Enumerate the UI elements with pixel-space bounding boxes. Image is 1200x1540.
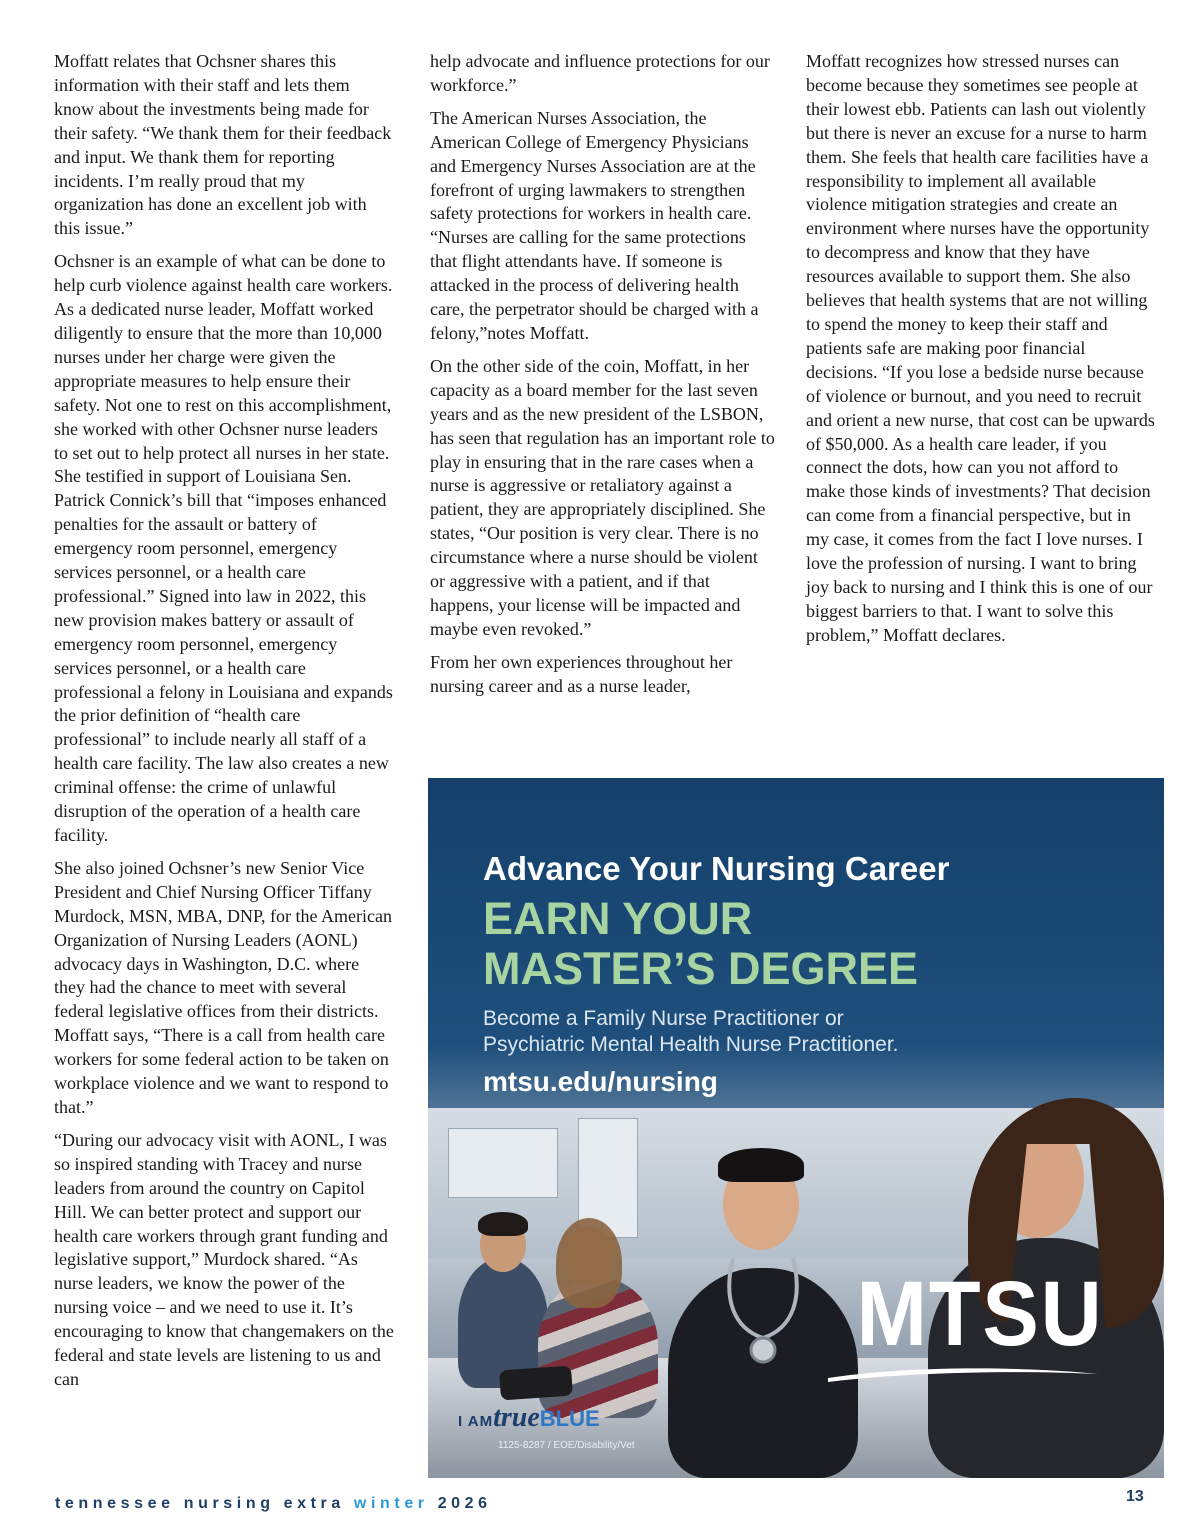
logo-swoosh-icon <box>828 1366 1098 1382</box>
mtsu-advertisement[interactable] <box>428 778 1164 1478</box>
ad-subheading <box>483 1006 1103 1058</box>
ad-earn-heading <box>483 894 1103 994</box>
page-number: 13 <box>1126 1488 1144 1505</box>
tagline-blue: BLUE <box>539 1406 600 1431</box>
publication-footer <box>55 1495 492 1513</box>
tagline-true: true <box>493 1402 540 1433</box>
stethoscope-icon <box>713 1258 813 1368</box>
student-hair <box>478 1212 528 1236</box>
footer-year: 2026 <box>437 1495 492 1512</box>
footer-season: winter <box>353 1495 429 1512</box>
article-column-2 <box>430 50 775 708</box>
ad-sub-line-2: Psychiatric Mental Health Nurse Practitioner. <box>483 1033 899 1056</box>
student-hair <box>718 1148 804 1182</box>
ad-fine-print: 1125-8287 / EOE/Disability/Vet <box>498 1440 635 1451</box>
paragraph: Moffatt relates that Ochsner shares this information with their staff and lets them know about the investments being made for their safety. “We thank them for their feedback and input. We thank them for reporting incidents. I’m really proud that my organization has done an excellent job with this issue.” <box>54 51 392 239</box>
i-am-true-blue-tagline <box>458 1402 600 1434</box>
paragraph: From her own experiences throughout her nursing career and as a nurse leader, <box>430 651 733 696</box>
phone-on-desk <box>499 1366 573 1401</box>
ad-url-link[interactable]: mtsu.edu/nursing <box>483 1066 718 1097</box>
paragraph: She also joined Ochsner’s new Senior Vice President and Chief Nursing Officer Tiffany Murdock, MSN, MBA, DNP, for the American Organization of Nursing Leaders (AONL) advocacy days in Washington, D.C. where they had the chance to meet with several federal legislative offices from their districts. Moffatt says, “There is a call from health care workers for some federal action to be taken on workplace violence and we want to respond to that.” <box>54 857 392 1117</box>
paragraph: Ochsner is an example of what can be done to help curb violence against health care workers. As a dedicated nurse leader, Moffatt worked diligently to ensure that the more than 10,000 nurses under her charge were given the appropriate measures to help ensure their safety. Not one to rest on this accomplishment, she worked with other Ochsner nurse leaders to set out to help protect all nurses in her state. She testified in support of Louisiana Sen. Patrick Connick’s bill that “imposes enhanced penalties for the assault or battery of emergency room personnel, emergency services personnel, or a health care professional.” Signed into law in 2022, this new provision makes battery or assault of emergency room personnel, emergency services personnel, or a health care professional a felony in Louisiana and expands the prior definition of “health care professional” to include nearly all staff of a health care facility. The law also creates a new criminal offense: the crime of unlawful disruption of the operation of a health care facility. <box>54 251 393 845</box>
tagline-pre: I AM <box>458 1413 494 1430</box>
lab-shelf <box>448 1128 558 1198</box>
article-column-1 <box>54 50 394 1401</box>
mtsu-logo: MTSU <box>856 1263 1104 1365</box>
paragraph: The American Nurses Association, the American College of Emergency Physicians and Emergency Nurses Association are at the forefront of urging lawmakers to strengthen safety protections for workers in health care. “Nurses are calling for the same protections that flight attendants have. If someone is attacked in the process of delivering health care, the perpetrator should be charged with a felony,”notes Moffatt. <box>430 107 759 343</box>
paragraph: help advocate and influence protections for our workforce.” <box>430 51 770 95</box>
ad-headline: Advance Your Nursing Career <box>483 850 950 887</box>
article-column-3 <box>806 50 1156 657</box>
paragraph: “During our advocacy visit with AONL, I was so inspired standing with Tracey and nurse leaders from around the country on Capitol Hill. We can better protect and support our health care workers through grant funding and legislative support,” Murdock shared. “As nurse leaders, we know the power of the nursing voice – and we need to use it. It’s encouraging to know that changemakers on the federal and state levels are listening to us and can <box>54 1129 394 1389</box>
paragraph: Moffatt recognizes how stressed nurses can become because they sometimes see people at their lowest ebb. Patients can lash out violently but there is never an excuse for a nurse to harm them. She feels that health care facilities have a responsibility to implement all available violence mitigation strategies and create an environment where nurses have the opportunity to decompress and know that they have resources available to support them. She also believes that health systems that are not willing to spend the money to keep their staff and patients safe are making poor financial decisions. “If you lose a bedside nurse because of violence or burnout, and you need to recruit and orient a new nurse, that cost can be upwards of $50,000. As a health care leader, if you connect the dots, how can you not afford to make those kinds of investments? That decision can come from a financial perspective, but in my case, it comes from the fact I love nurses. I love the profession of nursing. I want to bring joy back to nursing and I think this is one of our biggest barriers to that. I want to solve this problem,” Moffatt declares. <box>806 51 1155 645</box>
ad-earn-line-1: EARN YOUR <box>483 893 753 944</box>
footer-publication: tennessee nursing extra <box>55 1495 345 1512</box>
paragraph: On the other side of the coin, Moffatt, in her capacity as a board member for the last seven years and as the new president of the LSBON, has seen that regulation has an important role to play in ensuring that in the rare cases when a nurse is aggressive or retaliatory against a patient, they are appropriately disciplined. She states, “Our position is very clear. There is no circumstance where a nurse should be violent or aggressive with a patient, and if that happens, your license will be impacted and maybe even revoked.” <box>430 355 775 639</box>
ad-earn-line-2: MASTER’S DEGREE <box>483 943 919 994</box>
ad-sub-line-1: Become a Family Nurse Practitioner or <box>483 1007 844 1030</box>
student-hair <box>556 1218 622 1308</box>
